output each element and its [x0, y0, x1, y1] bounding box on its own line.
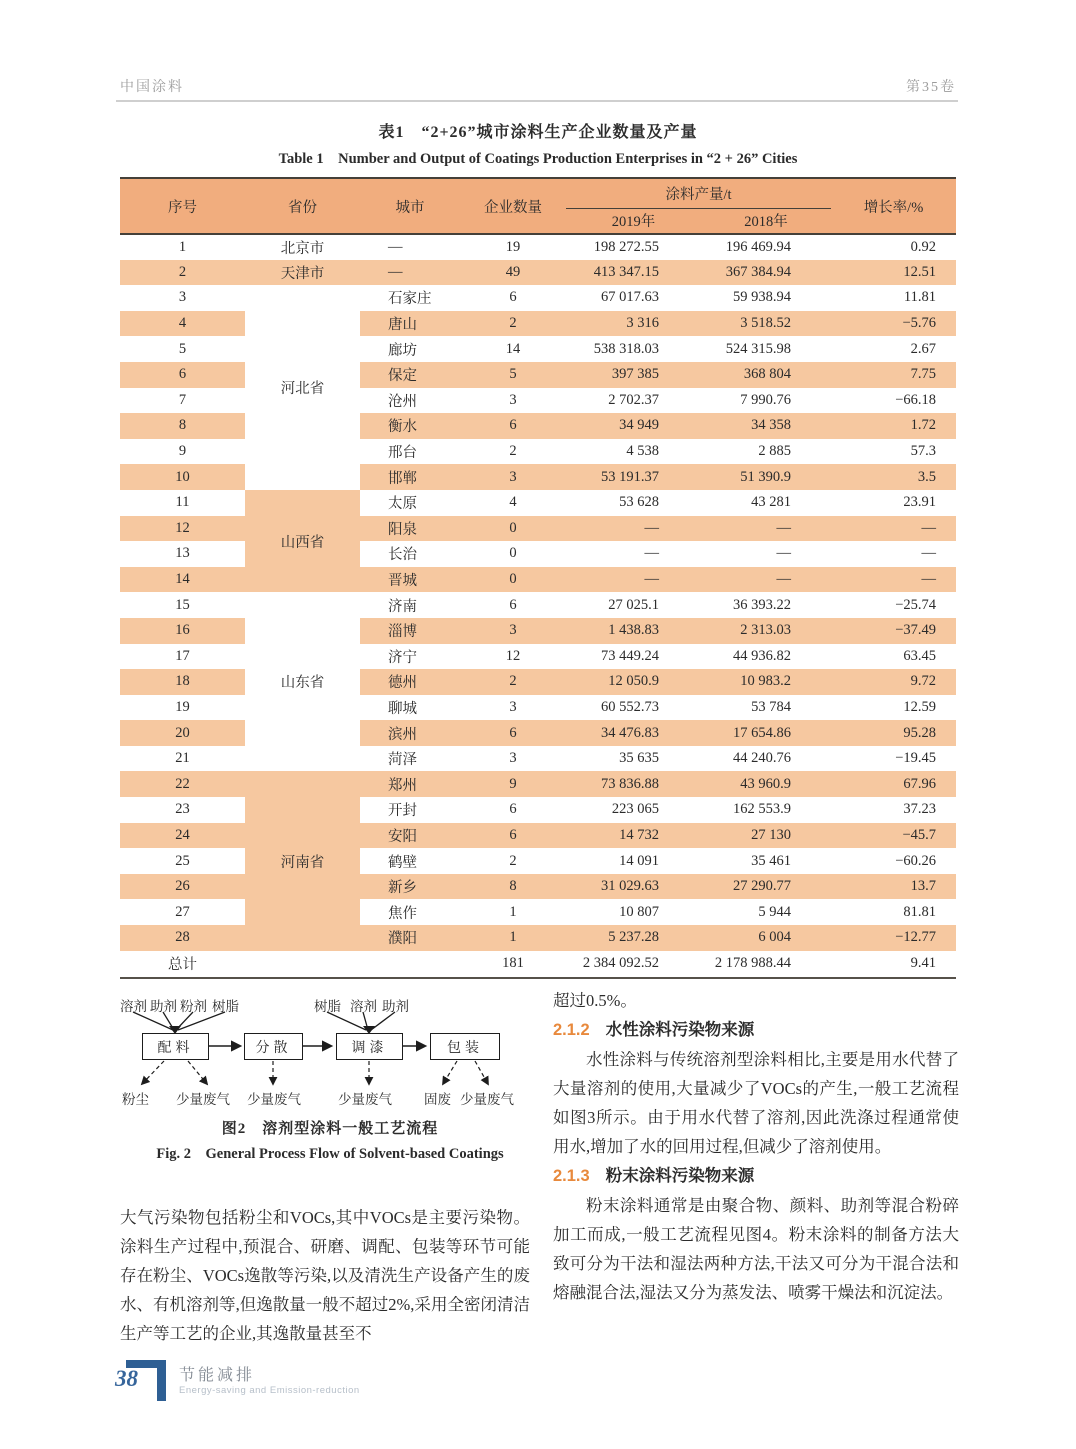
fig-input-label: 粉剂 [180, 999, 207, 1014]
fig-output-label: 少量废气 [460, 1092, 514, 1107]
cell-output-2019: 1 438.83 [566, 618, 701, 644]
fig-input-label: 树脂 [212, 999, 239, 1014]
cell-growth: 81.81 [903, 903, 936, 920]
cell-seq: 9 [178, 443, 187, 460]
cell-growth: 37.23 [903, 801, 936, 818]
section-title: 水性涂料污染物来源 [605, 1020, 755, 1039]
cell-growth: 63.45 [903, 647, 936, 664]
cell-growth: −60.26 [895, 852, 936, 869]
paragraph-continuation: 超过0.5%。 [553, 991, 637, 1010]
cell-seq: 21 [175, 750, 190, 767]
cell-output-2018: 10 983.2 [701, 669, 831, 695]
cell-province: 山西省 [245, 490, 360, 592]
cell-province: 北京市 [280, 240, 325, 257]
section-heading-213 [553, 1161, 959, 1191]
cell-growth: 12.59 [903, 698, 936, 715]
cell-growth: 13.7 [831, 874, 956, 900]
cell-enterprises: 0 [460, 567, 566, 593]
cell-seq: 12 [120, 516, 245, 542]
cell-seq: 10 [120, 464, 245, 490]
cell-output-2019: 53 628 [619, 494, 659, 511]
cell-city: 邢台 [388, 445, 417, 462]
cell-growth: −37.49 [831, 618, 956, 644]
cell-output-2019: 3 316 [566, 311, 701, 337]
cell-output-2019: 4 538 [626, 443, 659, 460]
cell-enterprises: 9 [460, 771, 566, 797]
data-table [120, 177, 956, 979]
cell-total-2019: 2 384 092.52 [582, 955, 659, 972]
cell-output-2018: 35 461 [751, 852, 791, 869]
cell-seq: 24 [120, 823, 245, 849]
cell-enterprises: 6 [460, 720, 566, 746]
cell-output-2019: 2 702.37 [608, 391, 659, 408]
cell-output-2019: 27 025.1 [608, 596, 659, 613]
fig-output-label: 少量废气 [176, 1092, 230, 1107]
cell-output-2019: — [644, 545, 659, 562]
cell-city: 滨州 [360, 720, 460, 746]
cell-seq: 14 [120, 567, 245, 593]
cell-output-2018: 59 938.94 [733, 289, 791, 306]
col-header-city: 城市 [360, 178, 460, 234]
fig-output-label: 固废 [424, 1092, 451, 1107]
cell-city: — [360, 260, 460, 286]
cell-output-2018: 196 469.94 [725, 238, 791, 255]
cell-output-2018: 2 885 [758, 443, 791, 460]
fig-process-box: 配料 [142, 1033, 209, 1060]
volume-label: 第35卷 [906, 80, 956, 95]
section-212-body: 水性涂料与传统溶剂型涂料相比,主要是用水代替了大量溶剂的使用,大量减少了VOCs的产生,一般工艺流程如图3所示。由于用水代替了溶剂,因此洗涤过程通常使用水,增加了水的回用过程,但减少了溶剂使用。 [553, 1050, 959, 1156]
cell-output-2019: 34 949 [566, 413, 701, 439]
cell-city: 保定 [360, 362, 460, 388]
cell-growth: 2.67 [910, 340, 936, 357]
cell-growth: 9.72 [831, 669, 956, 695]
cell-output-2018: 368 804 [701, 362, 831, 388]
col-header-2019: 2019年 [566, 208, 701, 234]
table-row [120, 490, 956, 516]
table-total-row [120, 951, 956, 978]
cell-enterprises: 1 [509, 903, 517, 920]
cell-output-2019: 34 476.83 [566, 720, 701, 746]
cell-city: 济南 [388, 598, 417, 615]
cell-enterprises: 3 [509, 750, 517, 767]
table-row [120, 234, 956, 260]
cell-seq: 13 [175, 545, 190, 562]
cell-output-2019: 10 807 [619, 903, 659, 920]
cell-city: 衡水 [360, 413, 460, 439]
cell-seq: 22 [120, 771, 245, 797]
section-number: 2.1.3 [553, 1167, 590, 1185]
table-row [120, 260, 956, 286]
cell-output-2018: 44 240.76 [733, 750, 791, 767]
cell-seq: 20 [120, 720, 245, 746]
cell-city: 沧州 [388, 393, 417, 410]
cell-city: 唐山 [360, 311, 460, 337]
cell-enterprises: 6 [460, 413, 566, 439]
cell-seq: 8 [120, 413, 245, 439]
cell-seq: 19 [175, 698, 190, 715]
footer-section-zh: 节能减排 [179, 1367, 256, 1384]
cell-enterprises: 0 [509, 545, 517, 562]
cell-seq: 3 [178, 289, 187, 306]
cell-province: 山东省 [280, 675, 325, 692]
cell-output-2019: 73 836.88 [566, 771, 701, 797]
section-heading-212 [553, 1015, 959, 1045]
cell-city: 晋城 [360, 567, 460, 593]
cell-total-growth: 9.41 [910, 955, 936, 972]
fig-input-label: 助剂 [150, 999, 177, 1014]
cell-output-2018: 36 393.22 [733, 596, 791, 613]
cell-growth: 23.91 [903, 494, 936, 511]
cell-seq: 16 [120, 618, 245, 644]
cell-enterprises: 8 [460, 874, 566, 900]
table-row [120, 285, 956, 311]
cell-province: 天津市 [245, 260, 360, 286]
cell-province: 河北省 [280, 381, 325, 398]
cell-output-2018: 27 130 [701, 823, 831, 849]
section-213-body: 粉末涂料通常是由聚合物、颜料、助剂等混合粉碎加工而成,一般工艺流程见图4。粉末涂料的制备方法大致可分为干法和湿法两种方法,干法又可分为干混合法和熔融混合法,湿法又分为蒸发法、喷雾干燥法和沉淀法。 [553, 1196, 959, 1302]
figure-caption-en: Fig. 2 General Process Flow of Solvent-based Coatings [156, 1146, 504, 1162]
cell-city: 淄博 [360, 618, 460, 644]
cell-growth: 57.3 [910, 443, 936, 460]
section-number: 2.1.2 [553, 1021, 590, 1039]
cell-output-2019: 31 029.63 [566, 874, 701, 900]
cell-output-2019: 60 552.73 [601, 698, 659, 715]
section-title: 粉末涂料污染物来源 [605, 1166, 755, 1185]
cell-city: 德州 [360, 669, 460, 695]
table-head [120, 178, 956, 234]
fig-input-label: 溶剂 [350, 999, 377, 1014]
fig-output-label: 粉尘 [122, 1092, 149, 1107]
footer-section-en: Energy-saving and Emission-reduction [179, 1385, 360, 1396]
table-title-en: Table 1 Number and Output of Coatings Production Enterprises in “2 + 26” Cities [278, 151, 798, 167]
cell-total-enterprises: 181 [502, 955, 524, 972]
cell-enterprises: 2 [460, 311, 566, 337]
cell-total-2018: 2 178 988.44 [714, 955, 791, 972]
figure-caption-zh: 图2 溶剂型涂料一般工艺流程 [221, 1121, 439, 1137]
cell-output-2018: 34 358 [701, 413, 831, 439]
cell-output-2018: 3 518.52 [701, 311, 831, 337]
cell-growth: −19.45 [895, 750, 936, 767]
cell-city: 鹤壁 [388, 854, 417, 871]
cell-total-label: 总计 [168, 957, 197, 974]
cell-total-province [245, 951, 360, 978]
cell-seq: 4 [120, 311, 245, 337]
cell-enterprises: 14 [505, 340, 521, 357]
cell-city: 濮阳 [360, 925, 460, 951]
cell-total-city [360, 951, 460, 978]
cell-growth: 12.51 [831, 260, 956, 286]
col-header-enterprises: 企业数量 [460, 178, 566, 234]
cell-city: — [388, 238, 403, 255]
cell-enterprises: 3 [460, 618, 566, 644]
cell-enterprises: 6 [509, 801, 517, 818]
cell-output-2018: — [776, 545, 791, 562]
fig-output-label: 少量废气 [338, 1092, 392, 1107]
table-row [120, 592, 956, 618]
cell-city: 开封 [388, 803, 417, 820]
cell-output-2018: 2 313.03 [701, 618, 831, 644]
cell-output-2018: 524 315.98 [725, 340, 791, 357]
cell-enterprises: 6 [460, 823, 566, 849]
cell-output-2018: 53 784 [751, 698, 791, 715]
col-header-province: 省份 [245, 178, 360, 234]
col-header-output-group: 涂料产量/t [566, 178, 831, 208]
cell-seq: 2 [120, 260, 245, 286]
fig-output-label: 少量废气 [247, 1092, 301, 1107]
cell-output-2018: 44 936.82 [733, 647, 791, 664]
page-number: 38 [115, 1366, 138, 1391]
cell-output-2019: 73 449.24 [601, 647, 659, 664]
cell-enterprises: 0 [460, 516, 566, 542]
cell-output-2019: 12 050.9 [566, 669, 701, 695]
cell-output-2018: 51 390.9 [701, 464, 831, 490]
cell-output-2019: 53 191.37 [566, 464, 701, 490]
cell-city: 石家庄 [388, 291, 432, 308]
cell-seq: 15 [175, 596, 190, 613]
page-header [120, 76, 956, 96]
cell-enterprises: 3 [509, 391, 517, 408]
cell-city: 焦作 [388, 905, 417, 922]
fig-process-box: 调漆 [336, 1033, 403, 1060]
cell-growth: 7.75 [831, 362, 956, 388]
cell-output-2019: — [566, 516, 701, 542]
cell-output-2019: 397 385 [566, 362, 701, 388]
cell-output-2019: 198 272.55 [593, 238, 659, 255]
cell-output-2018: — [701, 567, 831, 593]
cell-enterprises: 2 [460, 669, 566, 695]
cell-output-2018: 43 281 [751, 494, 791, 511]
cell-growth: — [831, 516, 956, 542]
cell-enterprises: 3 [460, 464, 566, 490]
fig-input-label: 树脂 [314, 999, 341, 1014]
cell-seq: 23 [175, 801, 190, 818]
cell-seq: 18 [120, 669, 245, 695]
cell-growth: 0.92 [910, 238, 936, 255]
cell-growth: 3.5 [831, 464, 956, 490]
cell-growth: 95.28 [831, 720, 956, 746]
cell-city: 聊城 [388, 700, 417, 717]
cell-city: 郑州 [360, 771, 460, 797]
table-block [120, 119, 956, 979]
cell-seq: 6 [120, 362, 245, 388]
cell-output-2019: — [566, 567, 701, 593]
cell-enterprises: 6 [509, 596, 517, 613]
cell-enterprises: 2 [509, 443, 517, 460]
cell-enterprises: 5 [460, 362, 566, 388]
fig-process-box: 分散 [244, 1033, 303, 1060]
cell-output-2018: 27 290.77 [701, 874, 831, 900]
cell-city: 邯郸 [360, 464, 460, 490]
fig-input-label: 助剂 [382, 999, 409, 1014]
cell-output-2019: 413 347.15 [566, 260, 701, 286]
col-header-growth: 增长率/% [831, 178, 956, 234]
cell-seq: 11 [175, 494, 190, 511]
cell-growth: 67.96 [831, 771, 956, 797]
process-flow-diagram [114, 995, 546, 1109]
cell-output-2018: 7 990.76 [740, 391, 791, 408]
cell-output-2018: 367 384.94 [701, 260, 831, 286]
cell-output-2019: 538 318.03 [593, 340, 659, 357]
journal-name: 中国涂料 [120, 80, 184, 95]
cell-city: 新乡 [360, 874, 460, 900]
page-footer [115, 1358, 515, 1408]
cell-city: 阳泉 [360, 516, 460, 542]
cell-seq: 17 [175, 647, 190, 664]
table-row [120, 771, 956, 797]
cell-output-2019: 14 732 [566, 823, 701, 849]
cell-enterprises: 49 [460, 260, 566, 286]
fig-input-label: 溶剂 [120, 999, 147, 1014]
cell-growth: −45.7 [831, 823, 956, 849]
cell-city: 安阳 [360, 823, 460, 849]
cell-seq: 27 [175, 903, 190, 920]
table-title-zh: 表1 “2+26”城市涂料生产企业数量及产量 [378, 124, 698, 141]
cell-output-2019: 35 635 [619, 750, 659, 767]
cell-enterprises: 19 [505, 238, 521, 255]
cell-growth: −66.18 [895, 391, 936, 408]
cell-growth: 1.72 [831, 413, 956, 439]
cell-growth: — [831, 567, 956, 593]
cell-output-2018: 162 553.9 [733, 801, 791, 818]
cell-enterprises: 4 [509, 494, 517, 511]
footer-bracket-vertical [157, 1360, 166, 1401]
cell-growth: — [921, 545, 936, 562]
cell-seq: 25 [175, 852, 190, 869]
cell-output-2019: 67 017.63 [601, 289, 659, 306]
cell-seq: 26 [120, 874, 245, 900]
cell-city: 廊坊 [388, 342, 417, 359]
cell-city: 长治 [388, 547, 417, 564]
cell-city: 济宁 [388, 649, 417, 666]
cell-output-2018: — [701, 516, 831, 542]
cell-enterprises: 6 [509, 289, 517, 306]
cell-output-2018: 17 654.86 [701, 720, 831, 746]
table-body [120, 234, 956, 978]
cell-enterprises: 12 [505, 647, 521, 664]
left-column-paragraph: 大气污染物包括粉尘和VOCs,其中VOCs是主要污染物。涂料生产过程中,预混合、研磨、调配、包装等环节可能存在粉尘、VOCs逸散等污染,以及清洗生产设备产生的废水、有机溶剂等,但逸散量一般不超过2%,采用全密闭清洁生产等工艺的企业,其逸散量甚至不 [120, 1208, 530, 1343]
cell-enterprises: 1 [460, 925, 566, 951]
cell-output-2019: 14 091 [619, 852, 659, 869]
cell-city: 菏泽 [388, 752, 417, 769]
cell-output-2018: 6 004 [701, 925, 831, 951]
cell-growth: −12.77 [831, 925, 956, 951]
figure-2 [114, 995, 546, 1163]
header-rule [116, 100, 958, 102]
cell-seq: 1 [178, 238, 187, 255]
cell-growth: 11.81 [903, 289, 936, 306]
cell-output-2019: 5 237.28 [566, 925, 701, 951]
cell-seq: 5 [178, 340, 187, 357]
cell-seq: 28 [120, 925, 245, 951]
cell-output-2018: 43 960.9 [701, 771, 831, 797]
cell-city: 太原 [388, 496, 417, 513]
fig-process-box: 包装 [430, 1033, 500, 1060]
cell-output-2018: 5 944 [758, 903, 791, 920]
cell-province: 河南省 [245, 771, 360, 950]
cell-output-2019: 223 065 [611, 801, 659, 818]
col-header-2018: 2018年 [701, 208, 831, 234]
cell-enterprises: 3 [509, 698, 517, 715]
cell-growth: −25.74 [895, 596, 936, 613]
col-header-seq: 序号 [120, 178, 245, 234]
cell-growth: −5.76 [831, 311, 956, 337]
cell-seq: 7 [178, 391, 187, 408]
cell-enterprises: 2 [509, 852, 517, 869]
right-column [553, 986, 959, 1307]
